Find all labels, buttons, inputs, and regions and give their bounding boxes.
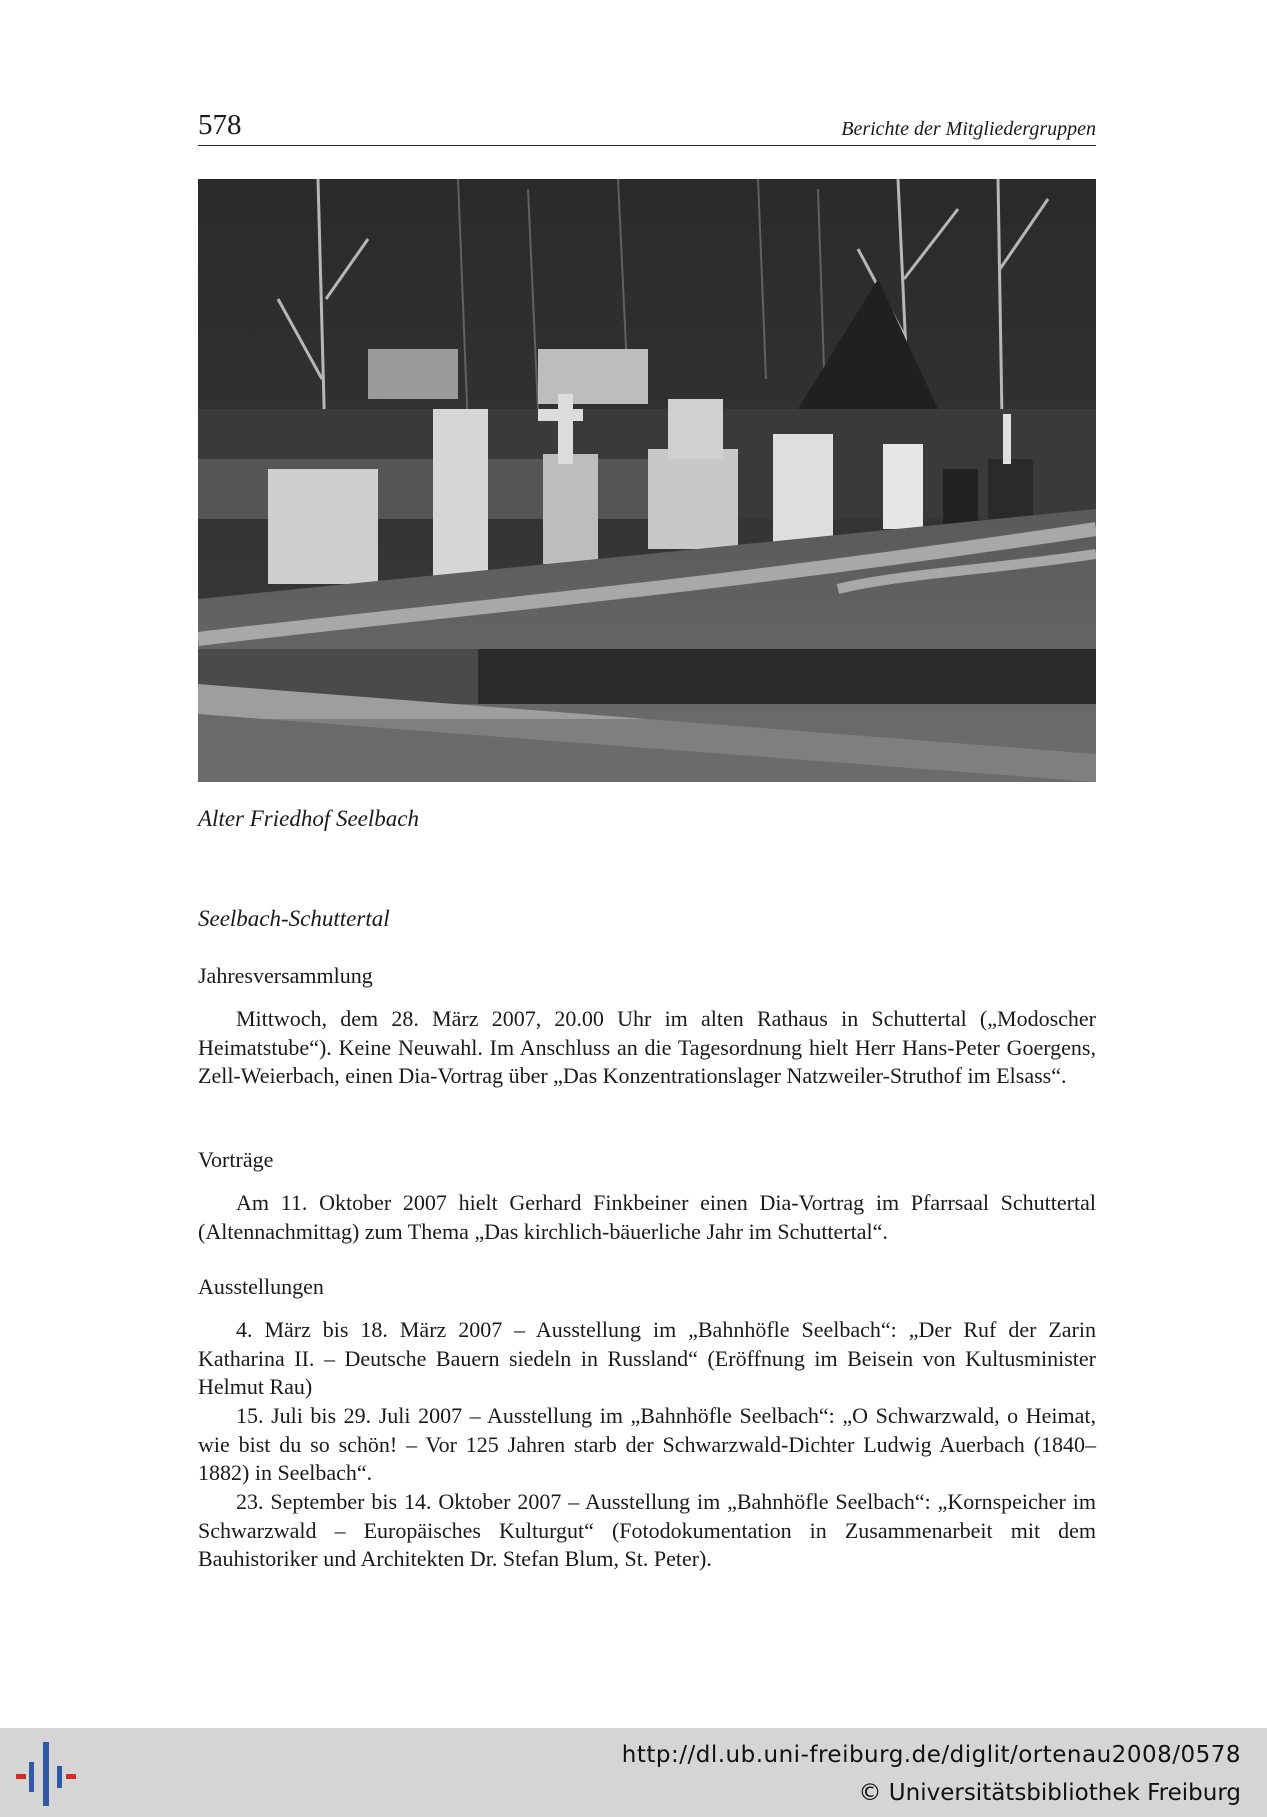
- section-title: Seelbach-Schuttertal: [198, 906, 390, 931]
- cemetery-photo: [198, 179, 1096, 782]
- ub-freiburg-logo-icon: [16, 1740, 78, 1808]
- subheading-vortraege: Vorträge: [198, 1147, 274, 1172]
- subheading-ausstellungen: Ausstellungen: [198, 1274, 324, 1299]
- paragraph: 15. Juli bis 29. Juli 2007 – Ausstellung im „Bahnhöfle Seelbach“: „O Schwarzwald, o Heimat, wie bist du so schön! – Vor 125 Jahren starb der Schwarzwald-Dichter Ludwig Auerbach (1840–1882) in Seelbach“.: [198, 1403, 1096, 1485]
- cemetery-photo-image: [198, 179, 1096, 782]
- paragraph: Mittwoch, dem 28. März 2007, 20.00 Uhr im alten Rathaus in Schuttertal („Modoscher Heimatstube“). Keine Neuwahl. Im Anschluss an die Tagesordnung hielt Herr Hans-Peter Goergens, Zell-Weierbach, einen Dia-Vortrag über „Das Konzentrationslager Natzweiler-Struthof im Elsass“.: [198, 1006, 1096, 1088]
- footer-bar: [0, 1728, 1267, 1817]
- footer-url-link[interactable]: http://dl.ub.uni-freiburg.de/diglit/ortenau2008/0578: [621, 1742, 1241, 1768]
- page-number: 578: [198, 109, 242, 141]
- page-header: [198, 108, 1096, 146]
- paragraph: Am 11. Oktober 2007 hielt Gerhard Finkbeiner einen Dia-Vortrag im Pfarrsaal Schuttertal (Altennachmittag) zum Thema „Das kirchlich-bäuerliche Jahr im Schuttertal“.: [198, 1190, 1096, 1244]
- paragraph: 4. März bis 18. März 2007 – Ausstellung im „Bahnhöfle Seelbach“: „Der Ruf der Zarin Katharina II. – Deutsche Bauern siedeln in Russland“ (Eröffnung im Beisein von Kultusminister Helmut Rau): [198, 1317, 1096, 1399]
- footer-copyright: © Universitätsbibliothek Freiburg: [858, 1780, 1241, 1806]
- running-head: Berichte der Mitgliedergruppen: [841, 118, 1096, 140]
- figure-caption: Alter Friedhof Seelbach: [198, 806, 419, 831]
- paragraph: 23. September bis 14. Oktober 2007 – Ausstellung im „Bahnhöfle Seelbach“: „Kornspeicher im Schwarzwald – Europäisches Kulturgut“ (Fotodokumentation in Zusammenarbeit mit dem Bauhistoriker und Architekten Dr. Stefan Blum, St. Peter).: [198, 1489, 1096, 1571]
- subheading-jahresversammlung: Jahresversammlung: [198, 963, 373, 988]
